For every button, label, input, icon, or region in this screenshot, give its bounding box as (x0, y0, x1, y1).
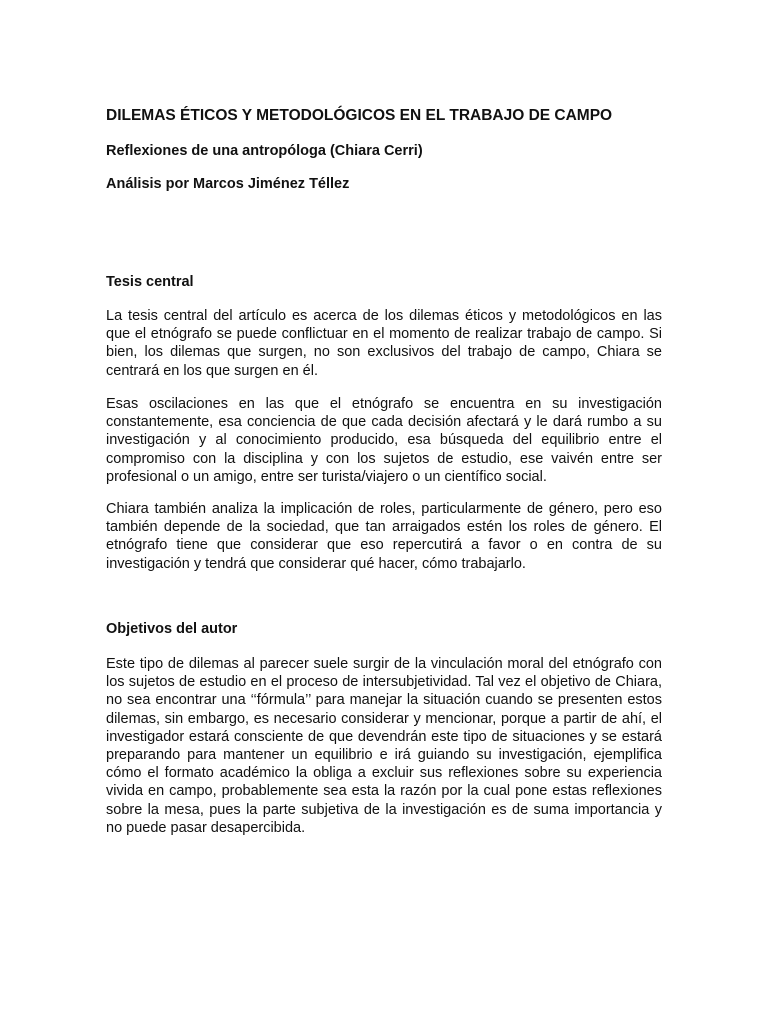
document-subtitle: Reflexiones de una antropóloga (Chiara Cerri) (106, 143, 423, 159)
paragraph: Chiara también analiza la implicación de roles, particularmente de género, pero eso también depende de la sociedad, que tan arraigados estén los roles de género. El etnógrafo tiene que considerar que eso repercutirá a favor o en contra de su investigación y tendrá que considerar qué hacer, cómo trabajarlo. (106, 501, 662, 572)
section-heading-objetivos-del-autor: Objetivos del autor (106, 621, 238, 637)
document-title: DILEMAS ÉTICOS Y METODOLÓGICOS EN EL TRABAJO DE CAMPO (106, 107, 613, 124)
paragraph: La tesis central del artículo es acerca de los dilemas éticos y metodológicos en las que el etnógrafo se puede conflictuar en el momento de realizar trabajo de campo. Si bien, los dilemas que surgen, no son exclusivos del trabajo de campo, Chiara se centrará en los que surgen en él. (106, 308, 662, 379)
paragraph: Esas oscilaciones en las que el etnógrafo se encuentra en su investigación constantemente, esa conciencia de que cada decisión afectará y le dará rumbo a su investigación y al conocimiento producido, esa búsqueda del equilibrio entre el compromiso con la disciplina y con los sujetos de estudio, ese vaivén entre ser profesional o un amigo, entre ser turista/viajero o un científico social. (106, 396, 662, 485)
author-line: Análisis por Marcos Jiménez Téllez (106, 176, 350, 192)
section-heading-tesis-central: Tesis central (106, 274, 194, 290)
paragraph: Este tipo de dilemas al parecer suele surgir de la vinculación moral del etnógrafo con los sujetos de estudio en el proceso de intersubjetividad. Tal vez el objetivo de Chiara, no sea encontrar una ‘‘fórmula’’ para manejar la situación cuando se presenten estos dilemas, sin embargo, es necesario considerar y mencionar, porque a partir de ahí, el investigador estará consciente de que devendrán este tipo de situaciones y se estará preparando para mantener un equilibrio e irá guiando su investigación, ejemplifica cómo el formato académico la obliga a excluir sus reflexiones sobre su experiencia vivida en campo, probablemente sea esta la razón por la cual pone estas reflexiones sobre la mesa, pues la parte subjetiva de la investigación es de suma importancia y no puede pasar desapercibida. (106, 656, 662, 836)
